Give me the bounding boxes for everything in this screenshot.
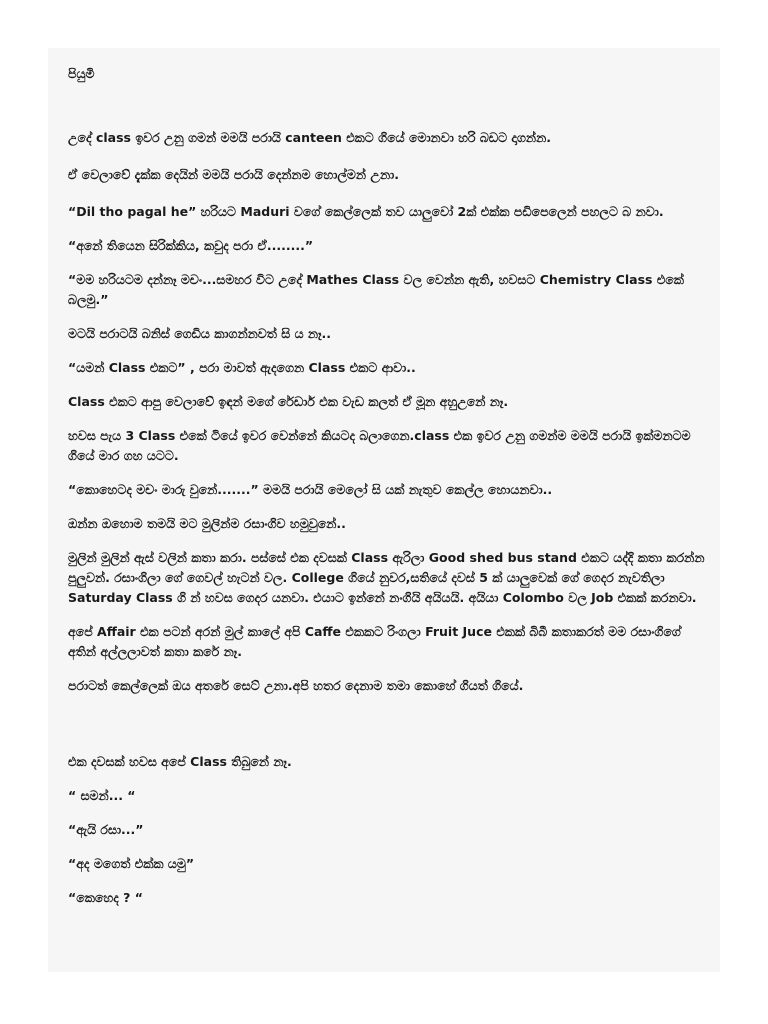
paragraph-2: ඒ වෙලාවේ දැක්ක දෙයින් මමයි පරායි දෙන්නම හොල්මන් උනා.: [68, 167, 399, 182]
story-title: පියුමි: [68, 66, 95, 81]
dialogue-line-2: “ඇයි රසා...”: [68, 822, 144, 837]
story-text: [68, 64, 710, 922]
paragraph-4: “අනේ තියෙන සිරික්කිය, කවුද පරා ඒ........”: [68, 238, 314, 253]
paragraph-15: එක දවසක් හවස අපේ Class තිබුනේ නෑ.: [68, 754, 292, 769]
paragraph-12: මුලින් මුලින් ඇස් වලින් කතා කරා. පස්සේ එක දවසක් Class ඇරිලා Good shed bus stand එකට යද්දි කතා කරන්න පුලුවන්. රසාංගිලා ගේ ගෙවල් හැටන් වල. College ගියේ නුවර,සතියේ දවස් 5 ක් යාලුවෙක් ගේ ගෙදර නැවතිලා Saturday Class ගි න් හවස ගෙදර යනවා. එයාට ඉන්නේ නංගියි අයියයි. අයියා Colombo වල Job එකක් කරනවා.: [68, 550, 705, 605]
paragraph-8: Class එකට ආපු වෙලාවේ ඉඳන් මගේ රේඩාර් එක වැඩ කලත් ඒ මූන අහුඋනේ නෑ.: [68, 394, 509, 409]
paragraph-13: අපේ Affair එක පටන් අරන් මුල් කාලේ අපි Caffe එකකට රිංගලා Fruit Juce එකක් බිබී කතාකරත් මම රසාංගිගේ අතින් අල්ලලාවත් කතා කරේ නෑ.: [68, 624, 681, 659]
paragraph-5: “මම හරියටම දන්නෑ මචං...සමහර විට උදේ Mathes Class වල වෙන්න ඇති, හවසට Chemistry Class එකේ බලමු.”: [68, 272, 684, 307]
paragraph-10: “කොහෙටද මචං මාරු වුනේ.......” මමයි පරායි මෙලෝ සි යක් නැතුව කෙල්ල හොයනවා..: [68, 482, 553, 497]
paragraph-6: මටයි පරාටයි බනිස් ගෙඩිය කාගන්නවත් සි ය නෑ..: [68, 326, 332, 341]
paragraph-3: “Dil tho pagal he” හරියට Maduri වගේ කෙල්ලෙක් තව යාලුවෝ 2ක් එක්ක පඩිපෙලෙන් පහලට බ නවා.: [68, 204, 664, 219]
paragraph-1: උදේ class ඉවර උනු ගමන් මමයි පරායි canteen එකට ගියේ මොනවා හරි බඩට දාගන්න.: [68, 130, 551, 145]
dialogue-line-4: “කෙහෙද ? “: [68, 890, 143, 905]
dialogue-line-3: “අද මගෙත් එක්ක යමු”: [68, 856, 195, 871]
paragraph-7: “යමන් Class එකට” , පරා මාවත් ඇදගෙන Class එකට ආවා..: [68, 360, 416, 375]
dialogue-line-1: “ සමන්... “: [68, 788, 136, 803]
paragraph-14: පරාටත් කෙල්ලෙක් ඔය අතරේ සෙට් උනා.අපි හතර දෙනාම තමා කොහේ ගියත් ගියේ.: [68, 678, 524, 693]
paragraph-9: හවස පැය 3 Class එකේ ටියේ ඉවර වෙන්නේ කියටද බලාගෙන.class එක ඉවර උනු ගමන්ම මමයි පරායි ඉක්මනටම ගියේ මාර ගහ යටට.: [68, 428, 691, 463]
paragraph-11: ඔන්න ඔහොම තමයි මට මුලින්ම රසාංගිව හමුවුනේ..: [68, 516, 346, 531]
document-page: [48, 48, 720, 972]
